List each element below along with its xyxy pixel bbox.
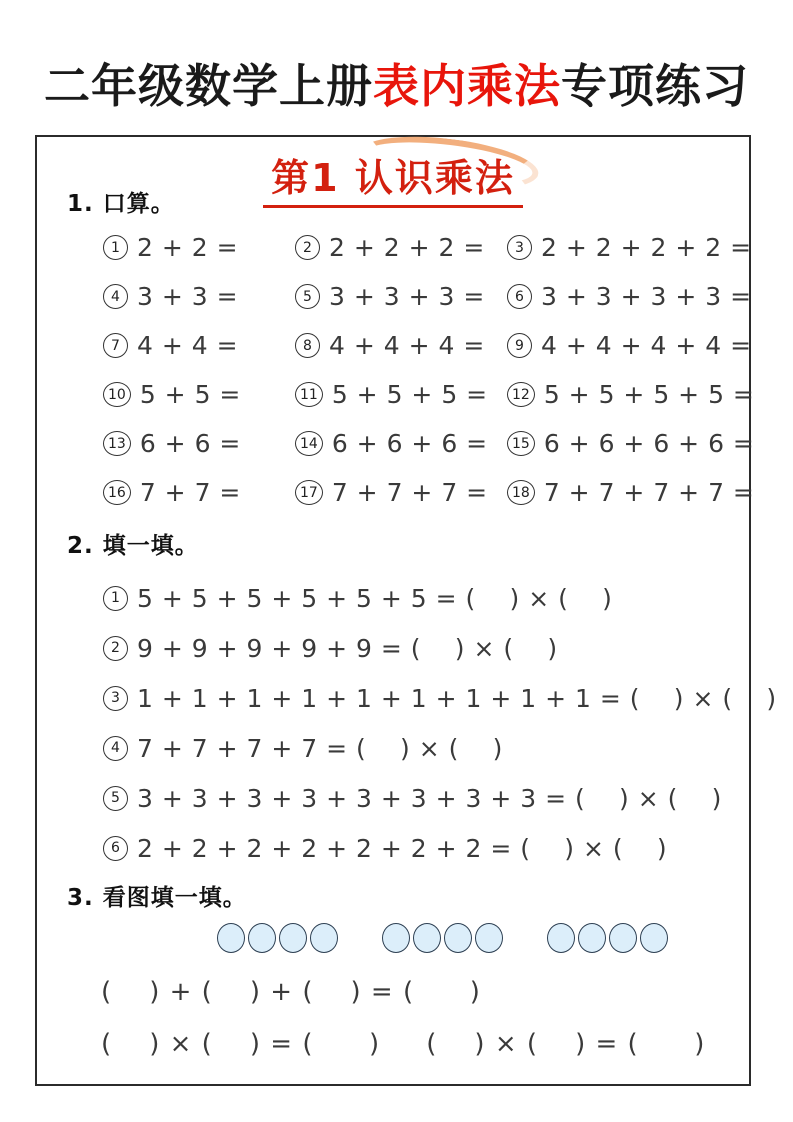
problem-number: 1: [103, 586, 128, 611]
multiplication-fill-line: [101, 1029, 705, 1059]
problem-number: 16: [103, 480, 131, 505]
problem-expression: 7 + 7 + 7 =: [331, 478, 488, 507]
multiplication-equation-left: ( ) × ( ) = ( ): [101, 1029, 381, 1059]
problem-number: 8: [295, 333, 320, 358]
counting-circles-row: [217, 923, 668, 953]
chapter-heading-text: 第1 认识乘法: [271, 156, 515, 200]
problem: [295, 429, 507, 458]
title-prefix: 二年级数学上册: [44, 59, 373, 113]
circle-shape: [310, 923, 338, 953]
problem-expression: 2 + 2 + 2 =: [329, 233, 485, 262]
problem: [103, 331, 295, 360]
problem: [103, 784, 777, 813]
problem: [103, 734, 777, 763]
problem-number: 4: [103, 284, 128, 309]
circle-shape: [609, 923, 637, 953]
section1-label: 1. 口算。: [67, 191, 175, 217]
circle-shape: [413, 923, 441, 953]
circle-group: [217, 923, 338, 953]
circle-shape: [279, 923, 307, 953]
worksheet-title: [0, 50, 793, 116]
problem: [103, 233, 295, 262]
circle-shape: [382, 923, 410, 953]
problem-expression: 5 + 5 + 5 =: [331, 380, 488, 409]
problem-expression: 2 + 2 + 2 + 2 + 2 + 2 + 2 = ( ) × ( ): [137, 833, 668, 863]
section2-label: 2. 填一填。: [67, 533, 199, 559]
addition-fill-line: ( ) + ( ) + ( ) = ( ): [101, 977, 481, 1007]
circle-shape: [217, 923, 245, 953]
title-highlight: 表内乘法: [373, 59, 561, 113]
circle-group: [547, 923, 668, 953]
problem-expression: 7 + 7 + 7 + 7 = ( ) × ( ): [137, 733, 503, 763]
section3-label: 3. 看图填一填。: [67, 885, 247, 911]
problem-expression: 9 + 9 + 9 + 9 + 9 = ( ) × ( ): [137, 633, 558, 663]
problem-number: 2: [295, 235, 320, 260]
multiplication-equation-right: ( ) × ( ) = ( ): [426, 1029, 706, 1059]
circle-shape: [444, 923, 472, 953]
problem-number: 10: [103, 382, 131, 407]
problem: [103, 634, 777, 663]
problem-number: 17: [295, 480, 323, 505]
problem-expression: 4 + 4 =: [137, 331, 239, 360]
circle-shape: [578, 923, 606, 953]
section1-problem-grid: [103, 223, 754, 517]
problem-expression: 2 + 2 =: [137, 233, 239, 262]
problem-number: 15: [507, 431, 535, 456]
problem-number: 3: [103, 686, 128, 711]
problem: [103, 478, 295, 507]
problem-number: 3: [507, 235, 532, 260]
problem: [507, 282, 754, 311]
title-suffix: 专项练习: [561, 59, 749, 113]
problem-number: 5: [295, 284, 320, 309]
problem-number: 4: [103, 736, 128, 761]
problem-number: 11: [295, 382, 323, 407]
problem: [507, 380, 754, 409]
problem: [507, 478, 754, 507]
problem-number: 9: [507, 333, 532, 358]
problem: [295, 380, 507, 409]
problem: [295, 478, 507, 507]
problem-expression: 4 + 4 + 4 + 4 =: [541, 331, 752, 360]
problem-expression: 6 + 6 =: [139, 429, 241, 458]
problem-number: 2: [103, 636, 128, 661]
circle-shape: [248, 923, 276, 953]
problem-expression: 5 + 5 + 5 + 5 =: [543, 380, 755, 409]
problem: [295, 282, 507, 311]
problem: [295, 233, 507, 262]
problem: [103, 380, 295, 409]
problem: [103, 684, 777, 713]
problem-number: 7: [103, 333, 128, 358]
problem-expression: 3 + 3 + 3 + 3 =: [541, 282, 752, 311]
problem-expression: 3 + 3 =: [137, 282, 239, 311]
worksheet-border-box: [35, 135, 777, 1086]
chapter-heading: [263, 147, 523, 208]
circle-shape: [640, 923, 668, 953]
problem-number: 6: [507, 284, 532, 309]
problem: [103, 584, 777, 613]
problem-expression: 7 + 7 =: [139, 478, 241, 507]
problem-number: 18: [507, 480, 535, 505]
problem-expression: 5 + 5 =: [139, 380, 241, 409]
problem-number: 14: [295, 431, 323, 456]
problem-expression: 1 + 1 + 1 + 1 + 1 + 1 + 1 + 1 + 1 = ( ) × ( ): [137, 683, 777, 713]
problem: [103, 834, 777, 863]
problem: [507, 429, 754, 458]
problem-number: 1: [103, 235, 128, 260]
circle-shape: [547, 923, 575, 953]
circle-group: [382, 923, 503, 953]
problem-expression: 7 + 7 + 7 + 7 =: [543, 478, 755, 507]
problem-expression: 6 + 6 + 6 + 6 =: [543, 429, 755, 458]
problem-expression: 4 + 4 + 4 =: [329, 331, 485, 360]
problem-expression: 5 + 5 + 5 + 5 + 5 + 5 = ( ) × ( ): [137, 583, 613, 613]
section2-problem-list: [103, 573, 777, 873]
problem: [103, 282, 295, 311]
problem: [507, 233, 754, 262]
problem-expression: 2 + 2 + 2 + 2 =: [541, 233, 752, 262]
problem: [103, 429, 295, 458]
circle-shape: [475, 923, 503, 953]
problem: [295, 331, 507, 360]
problem: [507, 331, 754, 360]
problem-number: 5: [103, 786, 128, 811]
problem-expression: 6 + 6 + 6 =: [331, 429, 488, 458]
problem-expression: 3 + 3 + 3 + 3 + 3 + 3 + 3 + 3 = ( ) × ( ): [137, 783, 722, 813]
problem-number: 13: [103, 431, 131, 456]
problem-number: 6: [103, 836, 128, 861]
problem-number: 12: [507, 382, 535, 407]
problem-expression: 3 + 3 + 3 =: [329, 282, 485, 311]
